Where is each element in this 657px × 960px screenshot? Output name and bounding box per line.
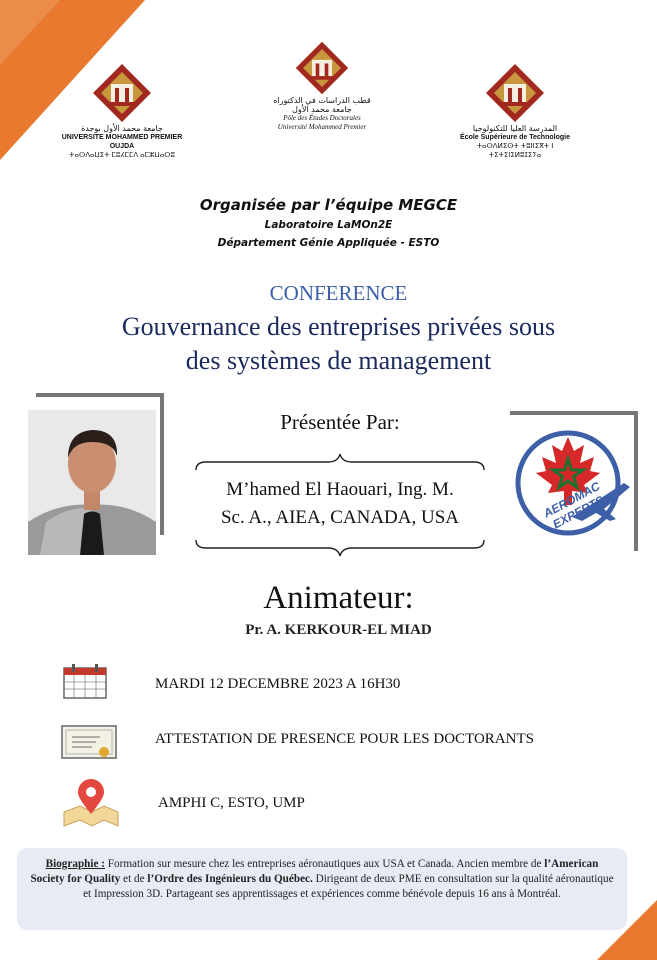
organizer-title: Organisée par l’équipe MEGCE bbox=[199, 196, 458, 214]
speaker-photo bbox=[28, 410, 156, 555]
est-arabic-name: المدرسة العليا للتكنولوجيا bbox=[472, 124, 558, 133]
conference-title-line2: des systèmes de management bbox=[185, 346, 492, 375]
ump-emblem-icon bbox=[91, 62, 153, 124]
ped-name-line1: Pôle des Études Doctorales bbox=[283, 114, 361, 122]
aeromac-logo-text: AEROMAC EXPERTS bbox=[541, 479, 607, 532]
logo-ped bbox=[262, 40, 382, 132]
presented-by-heading: Présentée Par: bbox=[280, 410, 400, 434]
calendar-icon bbox=[62, 662, 108, 700]
ped-emblem-icon bbox=[294, 40, 350, 96]
logo-est bbox=[450, 62, 580, 160]
conference-title bbox=[0, 310, 657, 378]
speaker-details bbox=[195, 476, 485, 532]
organizer-lab: Laboratoire LaMOn2E bbox=[264, 219, 393, 231]
est-name: École Supérieure de Technologie bbox=[460, 134, 570, 141]
est-emblem-icon bbox=[484, 62, 546, 124]
biography-part1: Formation sur mesure chez les entreprises aéronautiques aux USA et Canada. Ancien membre de bbox=[105, 858, 545, 870]
partner-frame-side bbox=[634, 411, 638, 551]
speaker-line2: Sc. A., AIEA, CANADA, USA bbox=[220, 507, 460, 528]
biography-asq: l’American Society for Quality bbox=[30, 858, 599, 885]
ped-arabic-line2: جامعة محمد الأول bbox=[292, 105, 352, 114]
certificate-icon bbox=[60, 724, 118, 762]
biography-text bbox=[17, 848, 627, 902]
conference-title-line1: Gouvernance des entreprises privées sous bbox=[121, 312, 556, 341]
ump-tifinagh-name: ⵜⴰⵙⴷⴰⵡⵉⵜ ⵎⵓⵃⵎⵎⴷ ⴰⵎⵣⵡⴰⵔⵓ bbox=[69, 152, 175, 159]
conference-label: CONFERENCE bbox=[269, 281, 408, 305]
attendance-certificate: ATTESTATION DE PRESENCE POUR LES DOCTORANTS bbox=[155, 731, 534, 747]
biography-part2: et de bbox=[120, 873, 148, 885]
est-tifinagh-name: ⵜⴰⵙⴷⵍⵉⵙⵜ ⵜⵓⵏⵏⵉⴳⵜ ⵏ ⵜⵉⵜⵉⵏⵉⵍⵓⵊⵉⵢⴰ bbox=[476, 143, 554, 159]
brace-bottom bbox=[192, 538, 488, 558]
animator-name: Pr. A. KERKOUR-EL MIAD bbox=[245, 622, 432, 638]
ump-arabic-name: جامعة محمد الأول بوجدة bbox=[81, 124, 163, 133]
photo-frame-side bbox=[160, 393, 164, 535]
photo-frame-accent bbox=[36, 393, 164, 409]
biography-part3: Dirigeant de deux PME en consultation sur la qualité aéronautique et Impression 3D. Partageant ses apprentissages et expériences comme bénévole depuis 16 ans à Montréal. bbox=[83, 873, 614, 900]
organizer-department: Département Génie Appliquée - ESTO bbox=[217, 237, 440, 249]
biography-label: Biographie : bbox=[45, 858, 105, 870]
event-location: AMPHI C, ESTO, UMP bbox=[158, 795, 305, 811]
ped-name-line2: Université Mohammed Premier bbox=[277, 123, 367, 131]
ump-name: UNIVERSITE MOHAMMED PREMIER OUJDA bbox=[61, 134, 183, 150]
animator-heading: Animateur: bbox=[263, 580, 414, 616]
event-date: MARDI 12 DECEMBRE 2023 A 16H30 bbox=[155, 676, 401, 692]
biography-oiq: l’Ordre des Ingénieurs du Québec. bbox=[147, 873, 313, 885]
speaker-line1: M’hamed El Haouari, Ing. M. bbox=[226, 479, 454, 500]
logo-ump bbox=[52, 62, 192, 160]
biography-box bbox=[17, 848, 627, 930]
ped-arabic-line1: قطب الدراسات في الدكتوراه bbox=[273, 96, 371, 105]
brace-top bbox=[192, 452, 488, 472]
map-pin-icon bbox=[62, 778, 120, 828]
